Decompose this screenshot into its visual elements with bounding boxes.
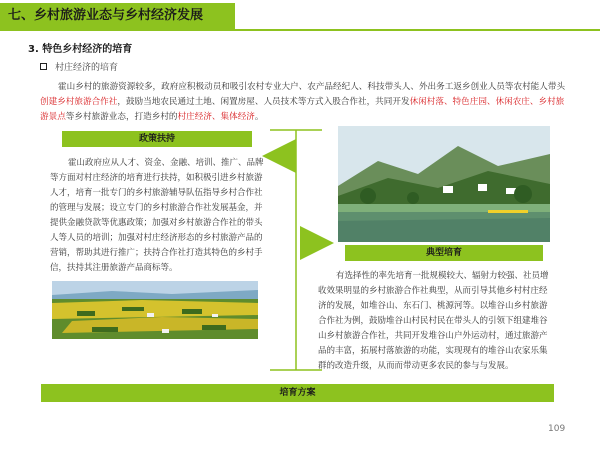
- page-number: 109: [548, 424, 566, 434]
- intro-highlight: 村庄经济、集体经济: [177, 112, 255, 122]
- policy-paragraph: 霍山政府应从人才、资金、金融、培训、推广、品牌等方面对村庄经济的培育进行扶持，如积极引进乡村旅游人才，培育一批专门的乡村旅游辅导队伍指导乡村合作社的管理与发展；设立专门的乡村旅游合作社发展基金，并提供金融贷款等优惠政策；加强对乡村旅游合作社的带头人等人员的培训；加强对村庄经济形态的乡村旅游产品的营销，帮助其进行推广；扶持合作社打造其特色的乡村手信，扶持其注册旅游产品商标等。: [50, 158, 264, 273]
- development-header: 典型培育: [345, 245, 543, 261]
- village-photo: [338, 126, 550, 242]
- policy-header: 政策扶持: [62, 131, 252, 147]
- farmland-photo: [52, 281, 258, 339]
- scheme-footer-bar: 培育方案: [41, 384, 554, 402]
- intro-text: ，鼓励当地农民通过土地、闲置房屋、人员技术等方式入股合作社，共同开发: [117, 97, 410, 107]
- intro-text: 。: [254, 112, 264, 122]
- subsection-title: 村庄经济的培育: [55, 63, 119, 73]
- intro-highlight: 创建乡村旅游合作社: [40, 97, 118, 107]
- intro-highlight: 休闲村落、特色庄园、休闲农庄、乡村旅游景点: [40, 97, 565, 122]
- page-title: 七、乡村旅游业态与乡村经济发展: [8, 8, 204, 23]
- intro-text: 等乡村旅游业态，打造乡村的: [65, 112, 178, 122]
- intro-text: 霍山乡村的旅游资源较多，政府应积极动员和吸引农村专业大户、农产品经纪人、科技带头人、外出务工返乡创业人员等农村能人带头: [58, 82, 566, 92]
- right-arrow-icon: [300, 226, 334, 260]
- section-title: 3. 特色乡村经济的培育: [28, 44, 133, 55]
- development-paragraph: 有选择性的率先培育一批规模较大、辐射力较强、社员增收效果明显的乡村旅游合作社典型，从而引导其他乡村村庄经济的发展，如堆谷山、东石门、桃源河等。以堆谷山乡村旅游合作社为例，鼓励堆谷山村民村民在带头人的引领下组建堆谷山乡村旅游合作社，共同开发堆谷山户外运动村，通过旅游产品的丰富，拓展村落旅游的功能，实现现有的堆谷山农家乐集群的改造升级，从而而带动更多农民的参与与发展。: [318, 271, 549, 371]
